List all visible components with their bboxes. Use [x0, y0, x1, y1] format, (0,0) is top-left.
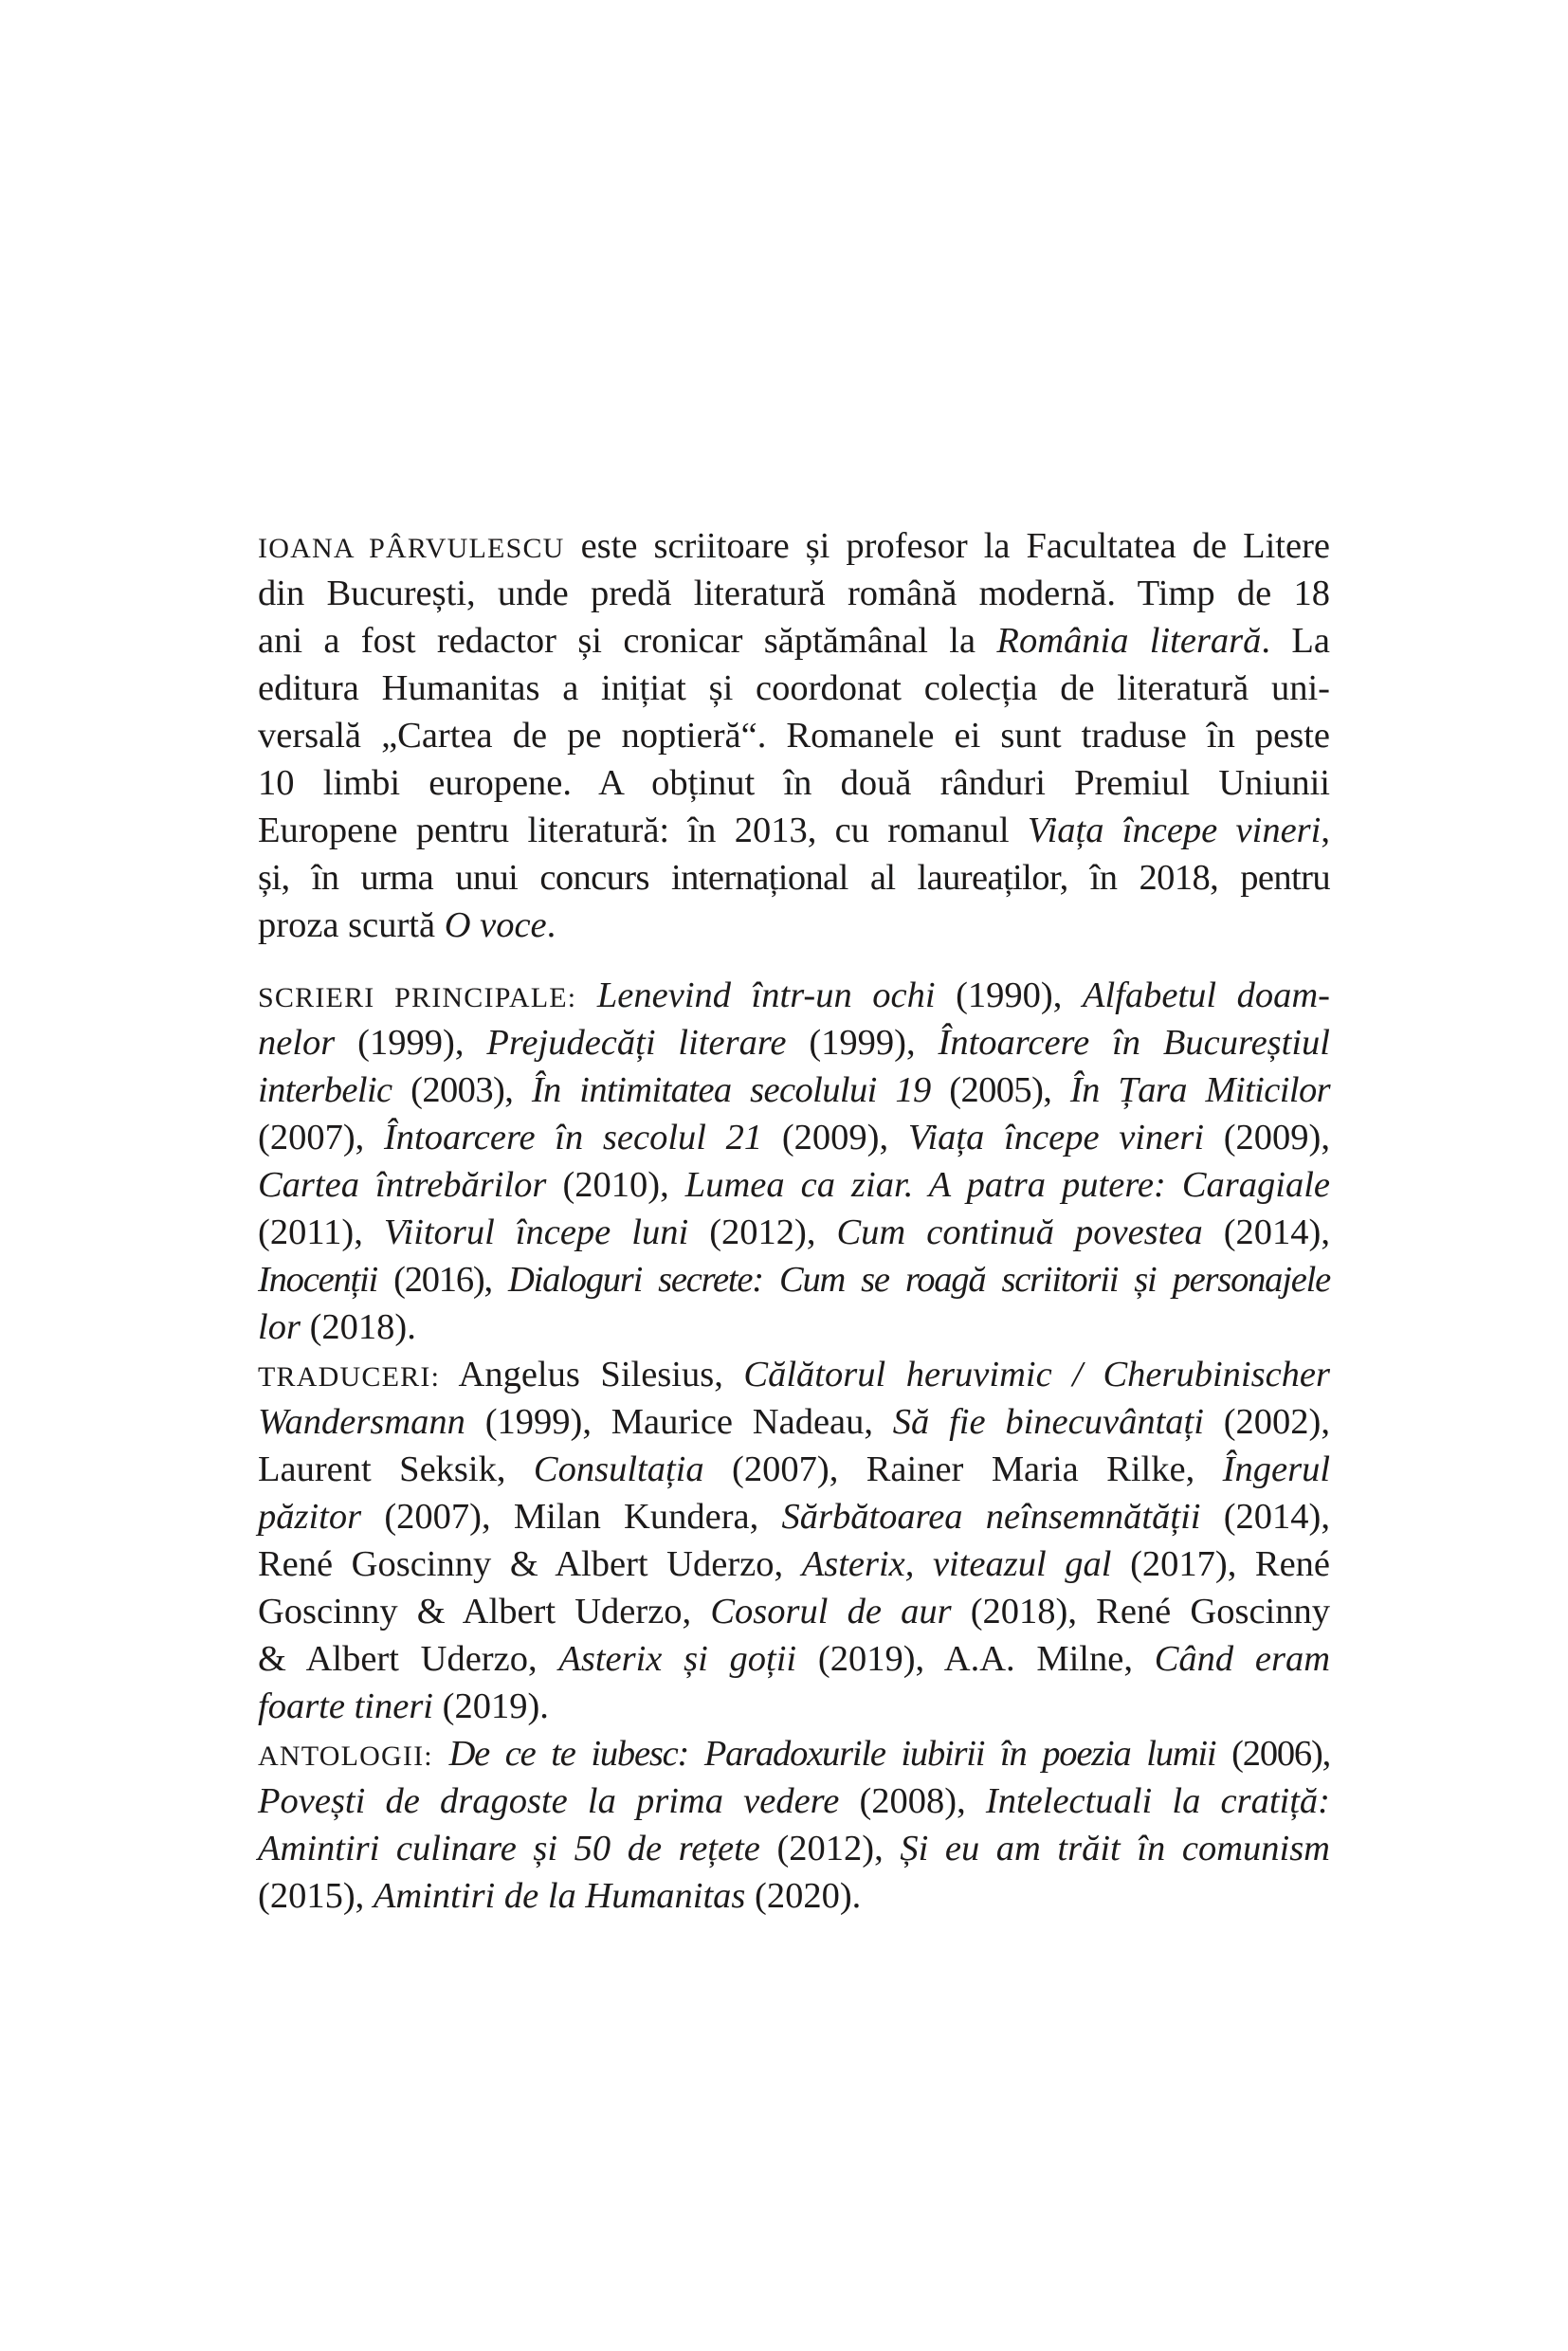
title-italic: În Țara Miticilor [1069, 1070, 1330, 1110]
text-run: & Albert Uderzo, [258, 1639, 559, 1679]
title-italic: Lumea ca ziar. A patra putere: Caragiale [684, 1165, 1330, 1205]
text-line [258, 1635, 1330, 1683]
text-line [258, 1446, 1330, 1493]
text-line [258, 1730, 1330, 1777]
paragraph-scrieri-principale [258, 972, 1330, 1351]
text-run: . La [1261, 621, 1330, 661]
text-run: din București, unde predă literatură română modernă. Timp de 18 [258, 574, 1330, 613]
text-run: (2006), [1215, 1734, 1331, 1774]
text-run: Angelus Silesius, [440, 1355, 744, 1394]
text-run: (2003), [392, 1070, 532, 1110]
text-run: (2014), [1200, 1497, 1330, 1537]
paragraph-antologii [258, 1730, 1330, 1920]
text-run: proza scurtă [258, 905, 445, 945]
title-italic: Îngerul [1222, 1449, 1331, 1489]
title-italic: Lenevind într-un ochi [596, 975, 936, 1015]
text-line [258, 902, 1330, 949]
title-italic: Viața începe vineri [1027, 811, 1322, 850]
title-italic: păzitor [258, 1497, 362, 1537]
text-run: (2007), Rainer Maria Rilke, [703, 1449, 1223, 1489]
title-italic: Asterix, viteazul gal [801, 1544, 1112, 1584]
text-run [433, 1734, 449, 1774]
text-run: Goscinny & Albert Uderzo, [258, 1592, 711, 1631]
text-line [258, 712, 1330, 759]
title-italic: Amintiri de la Humanitas [373, 1876, 746, 1916]
text-run: (2018), René Goscinny [951, 1592, 1330, 1631]
text-run: (2009), [762, 1118, 908, 1157]
title-italic: Consultația [533, 1449, 704, 1489]
text-run: (2014), [1202, 1212, 1330, 1252]
title-italic: Să fie binecuvântați [892, 1402, 1204, 1442]
text-line [258, 665, 1330, 712]
title-italic: Prejudecăți literare [486, 1023, 787, 1063]
text-line [258, 972, 1330, 1019]
title-italic: Sărbătoarea neînsemnătății [781, 1497, 1201, 1537]
text-line [258, 1161, 1330, 1209]
text-line [258, 759, 1330, 807]
text-run: (2010), [546, 1165, 685, 1205]
text-run: (1999), Maurice Nadeau, [465, 1402, 893, 1442]
text-line [258, 854, 1330, 902]
text-run: (1990), [935, 975, 1083, 1015]
text-line [258, 1683, 1330, 1730]
text-line [258, 1777, 1330, 1825]
text-run: (2009), [1204, 1118, 1330, 1157]
section-label: ANTOLOGII: [258, 1740, 433, 1772]
text-line [258, 1872, 1330, 1920]
title-italic: Când eram [1154, 1639, 1330, 1679]
title-italic: Viața începe vineri [907, 1118, 1205, 1157]
text-run: . [546, 905, 556, 945]
title-italic: În intimitatea secolului 19 [531, 1070, 931, 1110]
text-line [258, 807, 1330, 854]
text-run: (2007), [258, 1118, 384, 1157]
text-run: (1999), [786, 1023, 939, 1063]
title-italic: Viitorul începe luni [383, 1212, 689, 1252]
text-run: (2019). [433, 1686, 549, 1726]
text-line [258, 1825, 1330, 1872]
text-line [258, 1303, 1330, 1351]
text-run: 10 limbi europene. A obținut în două rânduri Premiul Uniunii [258, 763, 1330, 803]
title-italic: Intelectuali la cratiță: [985, 1781, 1330, 1821]
text-run [576, 975, 597, 1015]
text-run: (2019), A.A. Milne, [796, 1639, 1155, 1679]
text-run: , [1321, 811, 1330, 850]
title-italic: România literară [996, 621, 1262, 661]
text-line [258, 1351, 1330, 1398]
section-label: TRADUCERI: [258, 1361, 441, 1393]
title-italic: foarte tineri [258, 1686, 433, 1726]
text-line [258, 1540, 1330, 1588]
text-run: (2018). [300, 1307, 416, 1347]
text-line [258, 1019, 1330, 1066]
title-italic: Cartea întrebărilor [258, 1165, 547, 1205]
text-line [258, 1493, 1330, 1540]
title-italic: interbelic [258, 1070, 392, 1110]
title-italic: Întoarcere în secolul 21 [383, 1118, 763, 1157]
text-line [258, 1114, 1330, 1161]
text-run: Laurent Seksik, [258, 1449, 534, 1489]
title-italic: Povești de dragoste la prima vedere [258, 1781, 840, 1821]
text-line [258, 1066, 1330, 1114]
text-run: (2008), [839, 1781, 986, 1821]
title-italic: Călătorul heruvimic / Cherubinischer [743, 1355, 1330, 1394]
title-italic: Inocenții [258, 1260, 378, 1300]
text-run: (1999), [335, 1023, 487, 1063]
text-line [258, 1588, 1330, 1635]
text-run: (2016), [377, 1260, 508, 1300]
title-italic: Alfabetul doam- [1082, 975, 1330, 1015]
section-label: SCRIERI PRINCIPALE: [258, 982, 577, 1013]
title-italic: Cum continuă povestea [836, 1212, 1203, 1252]
text-line [258, 522, 1330, 570]
paragraph-traduceri [258, 1351, 1330, 1730]
text-line [258, 1209, 1330, 1256]
text-run: (2002), [1203, 1402, 1330, 1442]
text-run: (2012), [759, 1829, 901, 1868]
author-bio-text-block [258, 522, 1330, 1920]
title-italic: Amintiri culinare și 50 de rețete [258, 1829, 760, 1868]
text-line [258, 1398, 1330, 1446]
text-run: (2007), Milan Kundera, [361, 1497, 782, 1537]
title-italic: lor [258, 1307, 301, 1347]
text-run: (2015), [258, 1876, 374, 1916]
text-line [258, 570, 1330, 617]
text-run: ani a fost redactor și cronicar săptămânal la [258, 621, 997, 661]
title-italic: Asterix și goții [558, 1639, 797, 1679]
text-line [258, 617, 1330, 665]
title-italic: Dialoguri secrete: Cum se roagă scriitorii și personajele [508, 1260, 1330, 1300]
title-italic: nelor [258, 1023, 336, 1063]
title-italic: De ce te iubesc: Paradoxurile iubirii în poezia lumii [448, 1734, 1216, 1774]
title-italic: Wandersmann [258, 1402, 465, 1442]
text-run: (2017), René [1111, 1544, 1331, 1584]
text-run: (2011), [258, 1212, 384, 1252]
title-italic: Întoarcere în Bucureștiul [938, 1023, 1330, 1063]
paragraph-author-bio [258, 522, 1330, 949]
author-name: IOANA PÂRVULESCU [258, 533, 565, 564]
text-run: și, în urma unui concurs internațional al laureaților, în 2018, pentru [258, 858, 1330, 898]
title-italic: Cosorul de aur [710, 1592, 952, 1631]
title-italic: Și eu am trăit în comunism [900, 1829, 1330, 1868]
title-italic: O voce [444, 905, 547, 945]
text-run: versală „Cartea de pe noptieră“. Romanele ei sunt traduse în peste [258, 716, 1330, 756]
text-run: (2005), [930, 1070, 1070, 1110]
text-run: (2012), [688, 1212, 837, 1252]
text-run: (2020). [745, 1876, 862, 1916]
text-run: Europene pentru literatură: în 2013, cu romanul [258, 811, 1028, 850]
text-run: editura Humanitas a inițiat și coordonat colecția de literatură uni- [258, 668, 1330, 708]
text-run: este scriitoare și profesor la Facultatea de Litere [564, 526, 1330, 566]
text-run: René Goscinny & Albert Uderzo, [258, 1544, 802, 1584]
text-line [258, 1256, 1330, 1303]
